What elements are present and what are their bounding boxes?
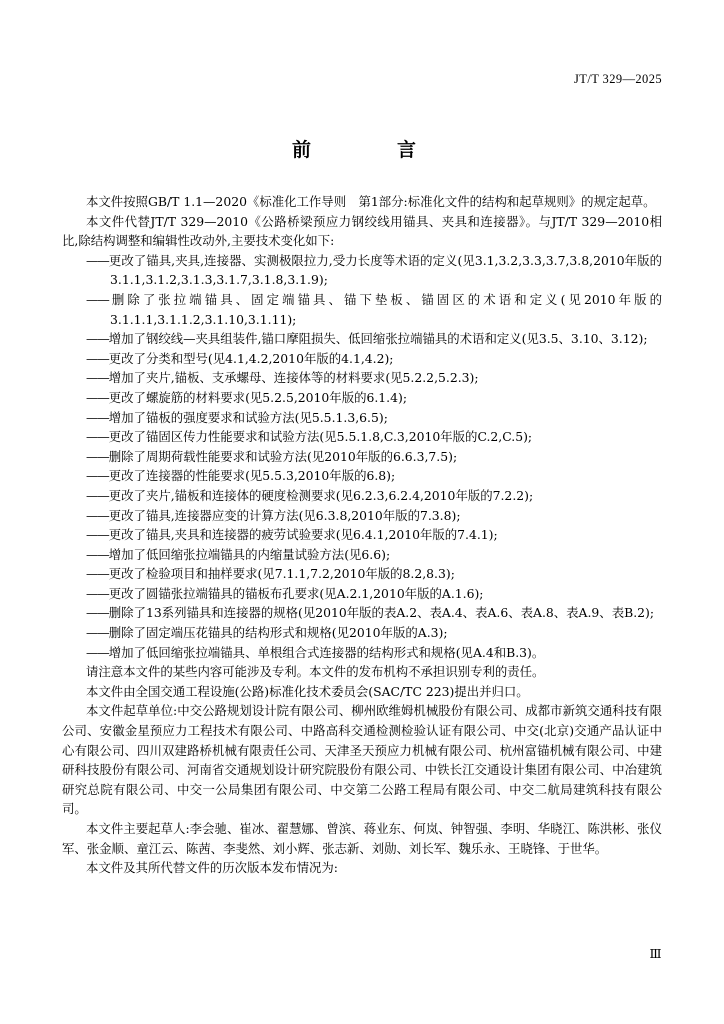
change-item-text: 增加了低回缩张拉端锚具、单根组合式连接器的结构形式和规格(见A.4和B.3)。 [108,644,545,660]
dash-lead: —— [86,331,109,347]
dash-lead: —— [86,350,109,366]
paragraph-drafting-organizations: 本文件起草单位:中交公路规划设计院有限公司、柳州欧维姆机械股份有限公司、成都市新筑交通科技有限公司、安徽金星预应力工程技术有限公司、中路高科交通检测检验认证有限公司、中交(北京)交通产品认证中心有限公司、四川双建路桥机械有限责任公司、天津圣天预应力机械有限公司、杭州富锚机械有限公司、中建研科技股份有限公司、河南省交通规划设计研究院股份有限公司、中铁长江交通设计集团有限公司、中冶建筑研究总院有限公司、中交一公局集团有限公司、中交第二公路工程局有限公司、中交二航局建筑科技有限公司。 [62,703,662,817]
dash-lead: —— [86,585,109,601]
document-body [62,192,662,878]
change-item-text: 更改了螺旋筋的材料要求(见5.2.5,2010年版的6.1.4); [108,389,408,405]
change-item [62,486,662,506]
change-item [62,329,662,349]
paragraph-intro-1: 本文件按照GB/T 1.1—2020《标准化工作导则 第1部分:标准化文件的结构和起草规则》的规定起草。 [86,194,656,209]
change-item [62,368,662,388]
change-item [62,564,662,584]
dash-lead: —— [86,644,109,660]
change-item [62,603,662,623]
change-item [62,251,662,290]
change-item-text: 更改了分类和型号(见4.1,4.2,2010年版的4.1,4.2); [108,350,394,366]
change-item-text: 增加了锚板的强度要求和试验方法(见5.5.1.3,6.5); [108,409,388,425]
change-item [62,545,662,565]
change-item-text: 增加了钢绞线—夹具组装件,锚口摩阻损失、低回缩张拉端锚具的术语和定义(见3.5、3.10、3.12); [108,331,648,347]
dash-lead: —— [86,389,109,405]
dash-lead: —— [86,448,109,464]
change-item [62,388,662,408]
change-item-text: 更改了夹片,锚板和连接体的硬度检测要求(见6.2.3,6.2.4,2010年版的7.2.2); [108,487,534,503]
paragraph-issuing-body: 本文件由全国交通工程设施(公路)标准化技术委员会(SAC/TC 223)提出并归口。 [86,683,529,699]
paragraph-patent-notice: 请注意本文件的某些内容可能涉及专利。本文件的发布机构不承担识别专利的责任。 [86,664,545,680]
change-item [62,290,662,329]
dash-lead: —— [86,605,109,621]
dash-lead: —— [86,566,109,582]
change-item [62,427,662,447]
paragraph-main-drafters: 本文件主要起草人:李会驰、崔冰、翟慧娜、曾滨、蒋业东、何岚、钟智强、李明、华晓江、陈洪彬、张仪军、张金顺、童江云、陈茜、李斐然、刘小辉、张志新、刘勋、刘长军、魏乐永、王晓锋、于世华。 [62,821,662,856]
change-item-text: 删除了张拉端锚具、固定端锚具、锚下垫板、锚固区的术语和定义(见2010年版的3.1.1.1,3.1.1.2,3.1.10,3.1.11); [108,291,662,327]
paragraph-intro-2: 本文件代替JT/T 329—2010《公路桥梁预应力钢绞线用锚具、夹具和连接器》。与JT/T 329—2010相比,除结构调整和编辑性改动外,主要技术变化如下: [62,213,662,249]
dash-lead: —— [86,546,109,562]
change-item [62,506,662,526]
change-item-text: 更改了锚固区传力性能要求和试验方法(见5.5.1.8,C.3,2010年版的C.2,C.5); [108,429,533,445]
change-item-text: 更改了锚具,夹具和连接器的疲劳试验要求(见6.4.1,2010年版的7.4.1); [108,527,498,543]
change-item-text: 删除了固定端压花锚具的结构形式和规格(见2010年版的A.3); [108,625,448,641]
dash-lead: —— [86,291,109,307]
dash-lead: —— [86,252,109,268]
change-item-text: 删除了周期荷载性能要求和试验方法(见2010年版的6.6.3,7.5); [108,448,458,464]
change-item-text: 删除了13系列锚具和连接器的规格(见2010年版的表A.2、表A.4、表A.6、表A.8、表A.9、表B.2); [108,605,655,621]
dash-lead: —— [86,625,109,641]
dash-lead: —— [86,429,109,445]
change-item [62,447,662,467]
change-item-text: 更改了连接器的性能要求(见5.5.3,2010年版的6.8); [108,468,396,484]
change-item-text: 更改了检验项目和抽样要求(见7.1.1,7.2,2010年版的8.2,8.3); [108,566,455,582]
dash-lead: —— [86,487,109,503]
change-item-text: 更改了锚具,连接器应变的计算方法(见6.3.8,2010年版的7.3.8); [108,507,461,523]
change-item-text: 增加了夹片,锚板、支承螺母、连接体等的材料要求(见5.2.2,5.2.3); [108,370,479,386]
page-header-standard-number: JT/T 329—2025 [574,72,662,86]
change-item [62,643,662,663]
change-item-text: 更改了圆锚张拉端锚具的锚板布孔要求(见A.2.1,2010年版的A.1.6); [108,585,484,601]
change-item [62,408,662,428]
change-item [62,584,662,604]
change-item [62,466,662,486]
dash-lead: —— [86,527,109,543]
change-item [62,623,662,643]
dash-lead: —— [86,507,109,523]
paragraph-version-history: 本文件及其所代替文件的历次版本发布情况为: [86,860,338,876]
page-title: 前 言 [291,139,432,161]
change-item-text: 更改了锚具,夹具,连接器、实测极限拉力,受力长度等术语的定义(见3.1,3.2,3.3,3.7,3.8,2010年版的3.1.1,3.1.2,3.1.3,3.1.7,3.1.8,3.1.9); [108,252,662,288]
change-item [62,525,662,545]
dash-lead: —— [86,409,109,425]
dash-lead: —— [86,370,109,386]
page-number: Ⅲ [649,947,662,961]
change-item-text: 增加了低回缩张拉端锚具的内缩量试验方法(见6.6); [108,546,391,562]
change-item [62,349,662,369]
dash-lead: —— [86,468,109,484]
